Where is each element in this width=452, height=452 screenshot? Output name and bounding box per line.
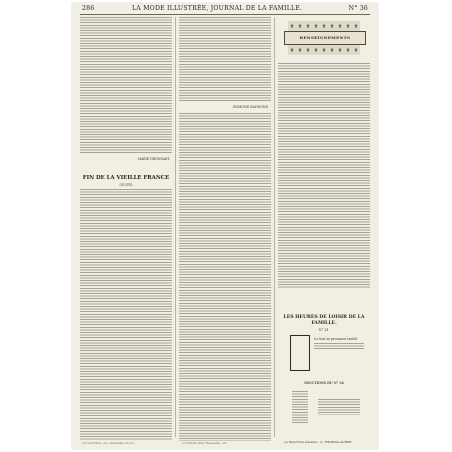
loisirs-note: Le tout se prononce tantôt	[314, 337, 358, 341]
ornament-top	[288, 21, 360, 31]
running-header	[72, 5, 378, 14]
column-3-text-block	[278, 63, 370, 289]
issue-number: N° 36	[348, 5, 368, 12]
column-2-text-block-1	[179, 17, 271, 103]
loisirs-number: N° 34.	[318, 328, 330, 332]
article-title: FIN DE LA VIEILLE FRANCE	[82, 175, 170, 181]
signature-2: EDMOND RAYMOND.	[233, 105, 269, 109]
header-rule	[80, 14, 370, 15]
footnote-1: (1) Voir Pitié, etc, Dentelles du (1) ...	[82, 441, 138, 445]
magazine-page	[72, 3, 378, 449]
column-1-text-block-1	[80, 17, 172, 155]
puzzle-grid	[290, 335, 310, 371]
solutions-grid	[292, 391, 308, 425]
journal-title: LA MODE ILLUSTRÉE, JOURNAL DE LA FAMILLE.	[132, 5, 303, 12]
footnote-2: (1) Publié chez Fasquelle, etc.	[182, 441, 228, 445]
banner-band	[284, 31, 366, 45]
banner-title: RENSEIGNEMENTS	[299, 35, 351, 40]
signature-1: MARIE DRONSART.	[137, 157, 170, 161]
column-divider-2	[274, 17, 275, 437]
renseignements-banner	[278, 17, 370, 59]
page-number: 286	[82, 5, 95, 12]
loisirs-title: LES HEURES DE LOISIR DE LA FAMILLE.	[283, 315, 365, 326]
column-divider-1	[175, 17, 176, 437]
column-1-text-block-2	[80, 189, 172, 441]
article-subtitle: (SUITE)	[119, 183, 133, 187]
column-2-text-block-2	[179, 113, 271, 441]
gerante-signature: La Directrice-Gérante : A. THOMAS-AUBER.	[284, 440, 353, 444]
ornament-bottom	[288, 45, 360, 55]
solutions-title: SOLUTIONS DU N° 34	[304, 381, 344, 385]
loisirs-note-lines	[314, 343, 364, 351]
solutions-text	[318, 399, 360, 415]
